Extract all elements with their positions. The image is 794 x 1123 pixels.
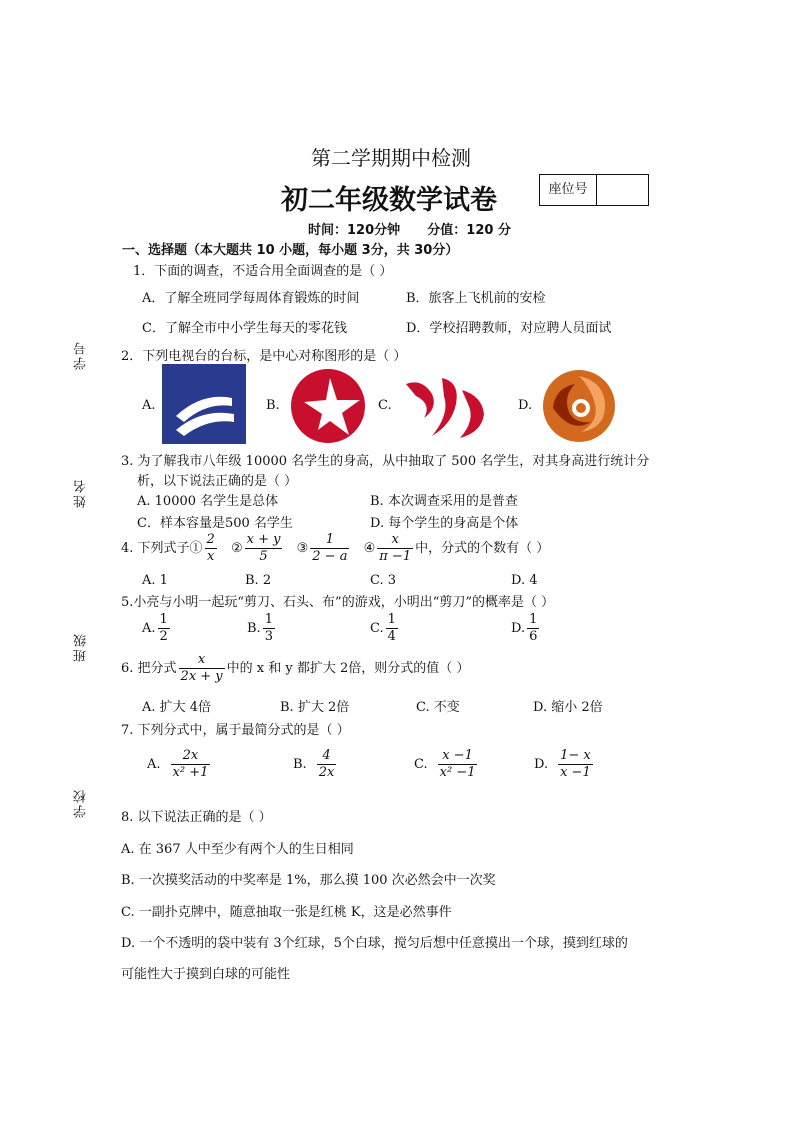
fraction-x-over-2x-plus-y: $\frac{x}{2x + y}$	[180, 652, 223, 684]
question-1-option-b[interactable]: B．旅客上飞机前的安检	[406, 291, 546, 306]
side-label-class: 班级	[74, 632, 89, 662]
question-3-stem-line1: 3. 为了解我市八年级 10000 名学生的身高，从中抽取了 500 名学生，对其身高进行统计分	[121, 454, 650, 469]
question-7-option-c[interactable]: C. $\frac{x -1}{\text{x² −1}}$	[414, 748, 476, 780]
exam-title: 初二年级数学试卷	[281, 185, 497, 216]
exam-subtitle: 第二学期期中检测	[311, 146, 471, 170]
question-8-option-d-line2: 可能性大于摸到白球的可能性	[121, 967, 291, 982]
question-5-option-c[interactable]: C. $\frac{1}{4}$	[370, 612, 396, 644]
question-6-option-b[interactable]: B. 扩大 2倍	[280, 700, 350, 715]
question-8-option-b[interactable]: B. 一次摸奖活动的中奖率是 1%，那么摸 100 次必然会中一次奖	[121, 873, 496, 888]
fraction-x-minus-1-over-x2-minus-1: $\frac{x -1}{\text{x² −1}}$	[439, 748, 476, 780]
navy-tv-logo-icon	[162, 364, 246, 444]
question-8-option-a[interactable]: A. 在 367 人中至少有两个人的生日相同	[121, 842, 354, 857]
question-4-option-b[interactable]: B. 2	[245, 573, 272, 588]
marker-4: ④	[363, 541, 376, 556]
question-5-stem: 5.小亮与小明一起玩“剪刀、石头、布”的游戏，小明出“剪刀”的概率是（ ）	[121, 595, 555, 610]
question-3-option-c[interactable]: C．样本容量是500 名学生	[137, 516, 293, 531]
question-5-option-a[interactable]: A. $\frac{1}{2}$	[142, 612, 168, 644]
red-swoosh-logo-icon	[402, 374, 488, 440]
fraction-1-over-6: $\frac{1}{6}$	[529, 612, 538, 644]
question-6-option-d[interactable]: D. 缩小 2倍	[533, 700, 603, 715]
fraction-1-minus-x-over-x-minus-1: $\frac{1- x}{x -1}$	[560, 748, 591, 780]
question-7-option-d[interactable]: D. $\frac{1- x}{x -1}$	[534, 748, 591, 780]
question-3-stem-line2: 析，以下说法正确的是（ ）	[137, 474, 298, 489]
fraction-x-plus-y-over-5: $\frac{x + y}{5}$	[246, 532, 281, 564]
orange-phoenix-logo-icon	[541, 368, 617, 444]
question-7-option-a[interactable]: A. $\frac{2x}{\text{x² +1}}$	[147, 748, 209, 780]
question-3-option-a[interactable]: A. 10000 名学生是总体	[137, 494, 279, 509]
fraction-4-over-2x: $\frac{4}{2x}$	[318, 748, 335, 780]
question-4-stem	[121, 532, 549, 565]
fraction-2-over-x: $\frac{2}{x}$	[206, 532, 215, 564]
question-3-option-d[interactable]: D. 每个学生的身高是个体	[370, 516, 519, 531]
question-1-stem: 1．下面的调查，不适合用全面调查的是（ ）	[133, 264, 393, 279]
question-8-option-c[interactable]: C. 一副扑克牌中，随意抽取一张是红桃 K，这是必然事件	[121, 905, 452, 920]
question-4-suffix: 中，分式的个数有（ ）	[415, 541, 550, 556]
question-2-option-c[interactable]: C.	[378, 398, 392, 413]
seat-number-label: 座位号	[540, 175, 597, 205]
red-star-logo-icon	[290, 368, 366, 444]
seat-number-box	[539, 174, 649, 206]
fraction-1-over-2-minus-a: $\frac{1}{2 - a}$	[312, 532, 348, 564]
fraction-1-over-2: $\frac{1}{2}$	[159, 612, 168, 644]
seat-number-field[interactable]	[597, 175, 648, 205]
question-2-stem: 2．下列电视台的台标，是中心对称图形的是（ ）	[121, 349, 407, 364]
question-5-option-b[interactable]: B. $\frac{1}{3}$	[247, 612, 273, 644]
question-1-option-c[interactable]: C．了解全市中小学生每天的零花钱	[142, 321, 347, 336]
question-2-option-d[interactable]: D.	[518, 398, 533, 413]
question-4-option-a[interactable]: A. 1	[142, 573, 168, 588]
question-7-stem: 7. 下列分式中，属于最简分式的是（ ）	[121, 723, 350, 738]
question-4-prefix: 4. 下列式子①	[121, 541, 203, 556]
fraction-1-over-4: $\frac{1}{4}$	[387, 612, 396, 644]
question-4-option-d[interactable]: D. 4	[511, 573, 538, 588]
question-6-option-a[interactable]: A. 扩大 4倍	[142, 700, 212, 715]
question-8-stem: 8. 以下说法正确的是（ ）	[121, 810, 272, 825]
question-5-option-d[interactable]: D. $\frac{1}{6}$	[511, 612, 538, 644]
question-1-option-a[interactable]: A．了解全班同学每周体育锻炼的时间	[142, 291, 360, 306]
question-8-option-d-line1[interactable]: D. 一个不透明的袋中装有 3个红球，5个白球，搅匀后想中任意摸出一个球，摸到红球的	[121, 936, 628, 951]
marker-3: ③	[296, 541, 309, 556]
side-label-student-id: 学号	[74, 340, 89, 370]
question-6-option-c[interactable]: C. 不变	[416, 700, 460, 715]
question-3-option-b[interactable]: B. 本次调查采用的是普查	[370, 494, 518, 509]
marker-2: ②	[230, 541, 243, 556]
time-score-line: 时间：120分钟 分值：120 分	[308, 223, 511, 238]
question-4-option-c[interactable]: C. 3	[370, 573, 397, 588]
side-label-name: 姓名	[74, 478, 89, 508]
side-label-school: 学校	[74, 788, 89, 818]
fraction-x-over-pi-minus-1: $\frac{x}{\pi -1}$	[379, 532, 412, 564]
fraction-2x-over-x2-plus-1: $\frac{2x}{\text{x² +1}}$	[172, 748, 209, 780]
fraction-1-over-3: $\frac{1}{3}$	[264, 612, 273, 644]
question-2-option-a[interactable]: A.	[142, 398, 156, 413]
section-heading: 一、选择题（本大题共 10 小题，每小题 3分，共 30分）	[122, 243, 459, 258]
question-2-option-b[interactable]: B.	[266, 398, 280, 413]
question-1-option-d[interactable]: D．学校招聘教师，对应聘人员面试	[406, 321, 612, 336]
question-6-stem: 6. 把分式 $\frac{x}{2x + y}$ 中的 x 和 y 都扩大 2倍，则分式的值（ ）	[121, 652, 470, 684]
question-7-option-b[interactable]: B. $\frac{4}{2x}$	[293, 748, 335, 780]
